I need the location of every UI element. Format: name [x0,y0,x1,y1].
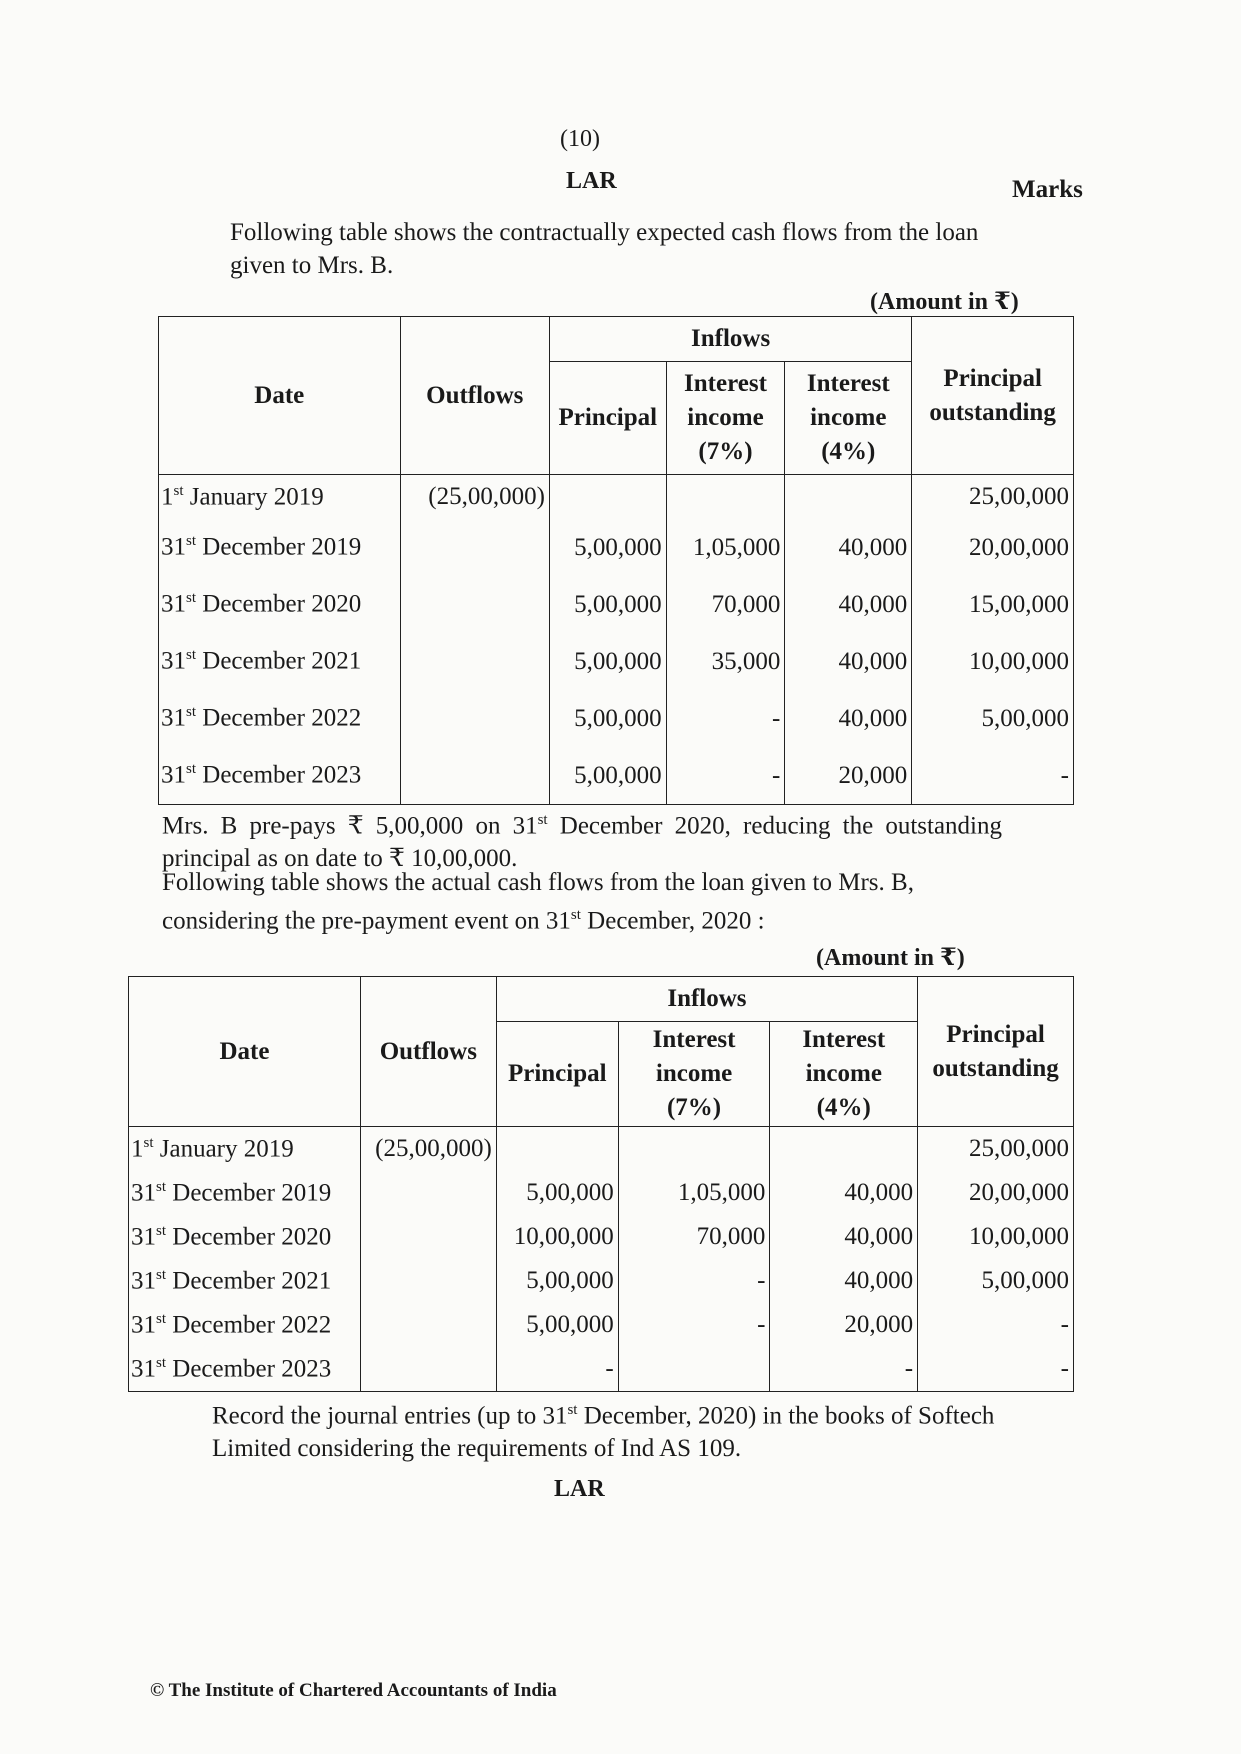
cell-principal: 5,00,000 [549,576,666,633]
cell-principal [549,475,666,520]
cell-date: 31st December 2022 [129,1303,361,1347]
cell-interest4: 40,000 [770,1215,918,1259]
cell-interest7: - [618,1259,770,1303]
table-row [159,475,1074,520]
cell-principal: 5,00,000 [549,519,666,576]
table-row [129,1171,1074,1215]
cell-interest4: 40,000 [785,633,912,690]
cell-outstanding: - [918,1347,1074,1392]
cell-interest7 [618,1347,770,1392]
actual-cash-flow-paragraph: Following table shows the actual cash flows from the loan given to Mrs. B, considering the pre-payment event on 31st December, 2020 : [162,869,914,935]
cell-outflows [360,1347,496,1392]
cell-interest7 [618,1127,770,1172]
cell-interest7: 70,000 [666,576,785,633]
cell-outflows: (25,00,000) [360,1127,496,1172]
cell-date: 31st December 2022 [159,690,401,747]
cell-interest4 [770,1127,918,1172]
cell-outflows [400,576,549,633]
cell-interest7: 1,05,000 [618,1171,770,1215]
cell-principal: 5,00,000 [549,633,666,690]
cell-date: 31st December 2020 [129,1215,361,1259]
cell-interest4: - [770,1347,918,1392]
cell-interest4: 20,000 [785,747,912,805]
header-inflows: Inflows [496,977,917,1022]
copyright-footer: © The Institute of Chartered Accountants of India [150,1680,557,1701]
cell-outstanding: 20,00,000 [918,1171,1074,1215]
cell-principal: - [496,1347,618,1392]
cell-date: 31st December 2020 [159,576,401,633]
cell-outstanding: 5,00,000 [918,1259,1074,1303]
table-row [159,690,1074,747]
cell-outflows [360,1215,496,1259]
cell-interest7: - [618,1303,770,1347]
cell-interest4 [785,475,912,520]
table-row [159,519,1074,576]
cell-outflows [400,747,549,805]
section-label-top: LAR [566,168,617,194]
cell-outstanding: 5,00,000 [912,690,1074,747]
cell-principal: 5,00,000 [549,690,666,747]
cell-outstanding: 25,00,000 [912,475,1074,520]
cell-outstanding: 20,00,000 [912,519,1074,576]
header-interest-7: Interest income (7%) [666,362,785,475]
header-date: Date [159,317,401,475]
cell-outstanding: - [912,747,1074,805]
cell-interest7: - [666,690,785,747]
actual-cash-flow-table [128,976,1074,1392]
cell-interest4: 40,000 [785,690,912,747]
cell-principal: 5,00,000 [549,747,666,805]
cell-principal: 5,00,000 [496,1171,618,1215]
cell-interest4: 40,000 [785,576,912,633]
cell-interest7 [666,475,785,520]
table-row [129,1215,1074,1259]
table-row [159,633,1074,690]
cell-interest4: 40,000 [770,1259,918,1303]
marks-label: Marks [1012,176,1083,203]
intro-paragraph: Following table shows the contractually expected cash flows from the loan given to Mrs. B. [230,219,979,279]
cell-interest4: 40,000 [770,1171,918,1215]
cell-outstanding: 10,00,000 [918,1215,1074,1259]
cell-principal: 5,00,000 [496,1303,618,1347]
table-row [129,1127,1074,1172]
cell-outflows: (25,00,000) [400,475,549,520]
cell-outstanding: 10,00,000 [912,633,1074,690]
section-label-bottom: LAR [554,1476,605,1502]
cell-interest4: 40,000 [785,519,912,576]
table-row [159,576,1074,633]
question-paragraph: Record the journal entries (up to 31st December, 2020) in the books of Softech Limited considering the requirements of Ind AS 109. [212,1402,995,1463]
header-principal: Principal [496,1022,618,1127]
cell-outflows [360,1303,496,1347]
header-outflows: Outflows [360,977,496,1127]
prepayment-paragraph: Mrs. B pre-pays ₹ 5,00,000 on 31st December 2020, reducing the outstanding principal as on date to ₹ 10,00,000. [162,812,1002,873]
cell-outstanding: 25,00,000 [918,1127,1074,1172]
cell-date: 1st January 2019 [159,475,401,520]
cell-date: 31st December 2023 [129,1347,361,1392]
cell-principal: 10,00,000 [496,1215,618,1259]
table-row [159,747,1074,805]
cell-interest7: 1,05,000 [666,519,785,576]
header-interest-4: Interest income (4%) [785,362,912,475]
cell-date: 1st January 2019 [129,1127,361,1172]
cell-date: 31st December 2021 [159,633,401,690]
header-principal: Principal [549,362,666,475]
cell-outstanding: - [918,1303,1074,1347]
cell-outflows [360,1259,496,1303]
cell-interest4: 20,000 [770,1303,918,1347]
cell-interest7: - [666,747,785,805]
cell-outstanding: 15,00,000 [912,576,1074,633]
page-number: (10) [560,126,600,152]
expected-cash-flow-table [158,316,1074,805]
header-principal-outstanding: Principal outstanding [912,317,1074,475]
cell-interest7: 35,000 [666,633,785,690]
header-principal-outstanding: Principal outstanding [918,977,1074,1127]
cell-outflows [360,1171,496,1215]
cell-outflows [400,519,549,576]
table-row [129,1347,1074,1392]
cell-outflows [400,633,549,690]
header-date: Date [129,977,361,1127]
table-row [129,1303,1074,1347]
table-row [129,1259,1074,1303]
cell-principal [496,1127,618,1172]
cell-date: 31st December 2019 [159,519,401,576]
cell-interest7: 70,000 [618,1215,770,1259]
cell-date: 31st December 2023 [159,747,401,805]
cell-date: 31st December 2019 [129,1171,361,1215]
amount-note-1: (Amount in ₹) [870,289,1019,315]
amount-note-2: (Amount in ₹) [816,945,965,971]
cell-principal: 5,00,000 [496,1259,618,1303]
header-interest-7: Interest income (7%) [618,1022,770,1127]
header-inflows: Inflows [549,317,911,362]
header-outflows: Outflows [400,317,549,475]
cell-date: 31st December 2021 [129,1259,361,1303]
cell-outflows [400,690,549,747]
header-interest-4: Interest income (4%) [770,1022,918,1127]
